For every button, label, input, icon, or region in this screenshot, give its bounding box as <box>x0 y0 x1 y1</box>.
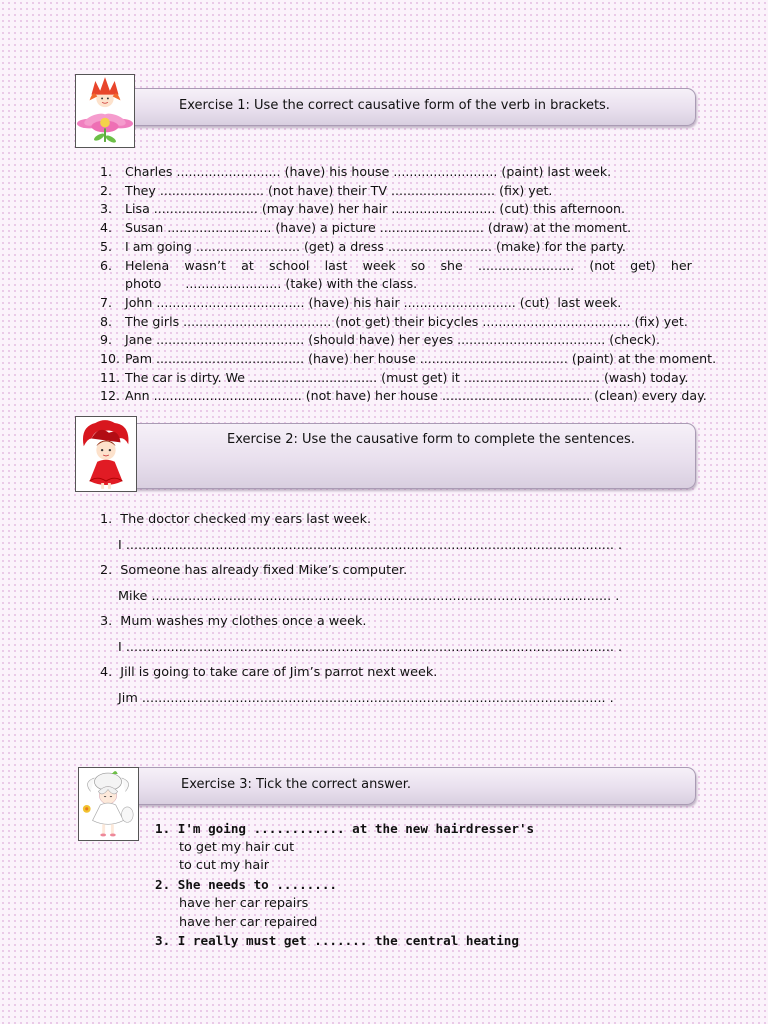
item-text: Pam ..................................... (have) her house ..................................... (paint) at the moment. <box>125 351 717 366</box>
white-flower-girl-icon <box>78 767 139 841</box>
item-number: 1. <box>100 164 113 179</box>
item-word: (not <box>589 257 615 273</box>
item-text: Susan .......................... (have) a picture .......................... (draw) at the moment. <box>125 220 632 236</box>
question-text: Jill is going to take care of Jim’s parrot next week. <box>120 665 438 680</box>
item-number: 8. <box>100 313 113 329</box>
item-number: 3. <box>100 201 113 217</box>
exercise2-question <box>100 614 366 629</box>
answer-option[interactable]: to get my hair cut <box>179 839 295 855</box>
exercise1-banner <box>118 88 696 126</box>
item-number: 11. <box>100 369 121 385</box>
item-number: 1. <box>155 821 171 836</box>
item-word: Helena <box>125 257 170 273</box>
item-text: Lisa .......................... (may have) her hair .......................... (cut) this afternoon. <box>125 201 626 217</box>
item-word: her <box>670 257 692 273</box>
item-number: 1. <box>100 512 113 527</box>
item-number: 9. <box>100 332 113 348</box>
exercise2-answer-line[interactable]: I ........................................................................................................................ . <box>118 538 623 553</box>
item-number: 4. <box>100 665 113 680</box>
item-text: The car is dirty. We ................................ (must get) it .................................. (wash) today. <box>125 369 689 385</box>
item-word: wasn’t <box>184 257 226 273</box>
exercise1-instruction: Use the correct causative form of the verb in brackets. <box>254 98 610 113</box>
question-text: Mum washes my clothes once a week. <box>120 614 367 629</box>
item-number: 12. <box>100 388 121 404</box>
item-word: get) <box>630 257 656 273</box>
rose-girl-icon <box>75 416 137 492</box>
item-text: I am going .......................... (get) a dress .......................... (make) for the party. <box>125 238 626 254</box>
item-word: last <box>324 257 348 273</box>
exercise2-question <box>100 563 407 578</box>
exercise2-instruction: Use the causative form to complete the sentences. <box>302 432 635 447</box>
answer-option[interactable]: have her car repairs <box>179 895 309 911</box>
question-text: Someone has already fixed Mike’s computer. <box>120 563 408 578</box>
item-number: 2. <box>155 877 171 893</box>
question-text: The doctor checked my ears last week. <box>120 512 372 527</box>
item-word: at <box>241 257 254 273</box>
item-text: Jane ..................................... (should have) her eyes ..................................... (check). <box>125 332 660 348</box>
answer-option[interactable]: have her car repaired <box>179 914 318 930</box>
item-number: 2. <box>100 182 113 198</box>
item-text: Ann ..................................... (not have) her house ..................................... (clean) every day. <box>125 388 707 404</box>
exercise2-question <box>100 512 371 527</box>
item-word: so <box>410 257 426 273</box>
exercise2-label: Exercise 2: <box>227 432 298 447</box>
exercise2-banner <box>118 423 696 489</box>
question-text: I'm going ............ at the new hairdresser's <box>177 821 535 836</box>
item-number: 10. <box>100 351 121 366</box>
exercise3-question <box>155 821 534 836</box>
flower-girl-icon <box>75 74 135 148</box>
exercise3-question <box>155 933 519 948</box>
item-text-line1 <box>125 258 692 273</box>
exercise3-banner <box>118 767 696 805</box>
exercise3-instruction: Tick the correct answer. <box>256 777 412 792</box>
question-text: She needs to ........ <box>177 877 337 893</box>
item-text: Charles .......................... (have) his house .......................... (paint) last week. <box>125 164 612 179</box>
item-number: 2. <box>100 563 113 578</box>
exercise1-label: Exercise 1: <box>179 98 250 113</box>
item-word: ........................ <box>478 257 575 273</box>
item-word: week <box>362 257 396 273</box>
item-number: 3. <box>155 933 171 949</box>
answer-option[interactable]: to cut my hair <box>179 858 270 874</box>
exercise2-answer-line[interactable]: I ........................................................................................................................ . <box>118 640 623 655</box>
item-word: she <box>440 257 463 273</box>
item-text: The girls ..................................... (not get) their bicycles ..................................... (fix) yet. <box>125 313 688 329</box>
item-number: 3. <box>100 614 113 629</box>
exercise3-question <box>155 877 337 892</box>
item-number: 7. <box>100 294 113 310</box>
item-text: They .......................... (not have) their TV .......................... (fix) yet. <box>125 182 553 198</box>
exercise2-question <box>100 665 437 680</box>
item-word: school <box>269 257 310 273</box>
item-number: 6. <box>100 257 113 273</box>
item-number: 4. <box>100 220 113 236</box>
item-text: John ..................................... (have) his hair ............................ (cut) last week. <box>125 294 622 310</box>
exercise2-answer-line[interactable]: Jim .................................................................................................................. . <box>118 691 614 706</box>
exercise3-label: Exercise 3: <box>181 777 252 792</box>
exercise2-answer-line[interactable]: Mike ................................................................................................................. . <box>118 589 620 604</box>
item-number: 5. <box>100 238 113 254</box>
question-text: I really must get ....... the central heating <box>177 933 519 949</box>
item-text-line2: photo ........................ (take) with the class. <box>125 276 418 292</box>
